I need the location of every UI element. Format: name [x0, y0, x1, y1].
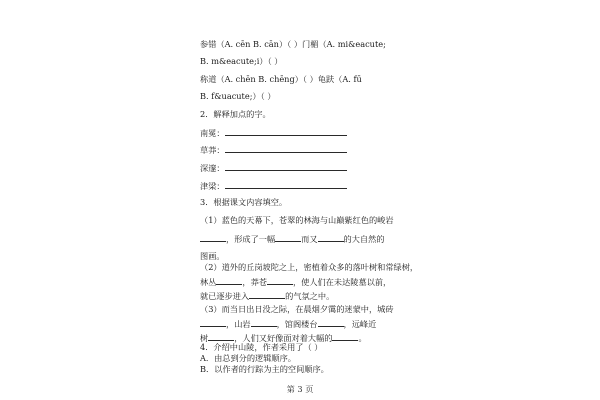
fill-line [200, 233, 384, 245]
term: 草莽： [200, 145, 225, 155]
text: （3）而当日出日没之际，在晨烟夕霭的迷蒙中，城砖 [200, 304, 394, 314]
fill-line [200, 262, 418, 273]
definition-item [200, 127, 347, 139]
answer-blank[interactable] [249, 290, 285, 299]
text: （1）蓝色的天幕下，苍翠的林海与山巅紫红色的峻岩 [200, 215, 394, 225]
text: A．由总到分的逻辑顺序。 [200, 353, 296, 363]
answer-blank[interactable] [208, 332, 234, 341]
answer-blank[interactable] [267, 276, 293, 285]
answer-blank[interactable] [225, 180, 347, 189]
text: ，远峰近 [343, 319, 377, 329]
answer-blank[interactable] [225, 127, 347, 136]
text: ，使人们在未达陵墓以前， [292, 277, 392, 287]
text: 树 [200, 333, 209, 343]
text: 图画。 [200, 251, 225, 261]
answer-blank[interactable] [200, 318, 226, 327]
page-footer [0, 384, 600, 395]
term: 深邃： [200, 163, 225, 173]
fill-line [200, 318, 376, 330]
fill-line [200, 290, 334, 302]
option-a[interactable] [200, 353, 296, 364]
fill-line [200, 276, 391, 288]
text: B．以作者的行踪为主的空间顺序。 [200, 364, 329, 374]
answer-blank[interactable] [318, 233, 344, 242]
text: 称道（A. chēn B. chēng）（ ）龟趺（A. fū [200, 74, 362, 84]
answer-blank[interactable] [216, 276, 242, 285]
pinyin-question-line-2 [200, 56, 282, 67]
text: 2．解释加点的字。 [200, 109, 271, 119]
text: 参错（A. cēn B. cān）（ ）门楣（A. mi&eacute; [200, 39, 386, 49]
text: 就已逐步进入 [200, 291, 250, 301]
option-b[interactable] [200, 364, 329, 375]
text: ，山岩 [226, 319, 251, 329]
text: 的大自然的 [343, 234, 385, 244]
answer-blank[interactable] [225, 162, 347, 171]
text: ，馆阁楼台 [276, 319, 318, 329]
question-4-heading [200, 342, 322, 353]
answer-blank[interactable] [332, 332, 358, 341]
text: ，莽苍 [242, 277, 267, 287]
pinyin-question-line-1 [200, 39, 386, 50]
page-number: 第 3 页 [286, 384, 314, 394]
text: 而又 [301, 234, 318, 244]
definition-item [200, 144, 347, 156]
answer-blank[interactable] [275, 233, 301, 242]
term: 津梁： [200, 181, 225, 191]
fill-line [200, 304, 394, 315]
definition-item [200, 180, 347, 192]
term: 南冕： [200, 128, 225, 138]
text: ，人们又好像面对着大幅的 [234, 333, 333, 343]
answer-blank[interactable] [225, 144, 347, 153]
text: （2）道外的丘岗坡陀之上，密植着众多的落叶树和常绿树， [200, 262, 419, 272]
pinyin-question-line-4 [200, 91, 276, 102]
question-2-heading [200, 109, 271, 120]
text: 的气氛之中。 [285, 291, 335, 301]
answer-blank[interactable] [251, 318, 277, 327]
answer-blank[interactable] [318, 318, 344, 327]
fill-line [200, 251, 225, 262]
definition-item [200, 162, 347, 174]
text: 。 [358, 333, 367, 343]
text: 4．介绍中山陵，作者采用了（ ） [200, 342, 323, 352]
text: B. f&uacute;）（ ） [200, 91, 276, 101]
text: ，形成了一幅 [226, 234, 276, 244]
fill-line [200, 215, 394, 226]
text: 林丛 [200, 277, 217, 287]
text: 3．根据课文内容填空。 [200, 197, 288, 207]
answer-blank[interactable] [200, 233, 226, 242]
pinyin-question-line-3 [200, 74, 362, 85]
text: B. m&eacute;i）（ ） [200, 56, 283, 66]
question-3-heading [200, 197, 287, 208]
